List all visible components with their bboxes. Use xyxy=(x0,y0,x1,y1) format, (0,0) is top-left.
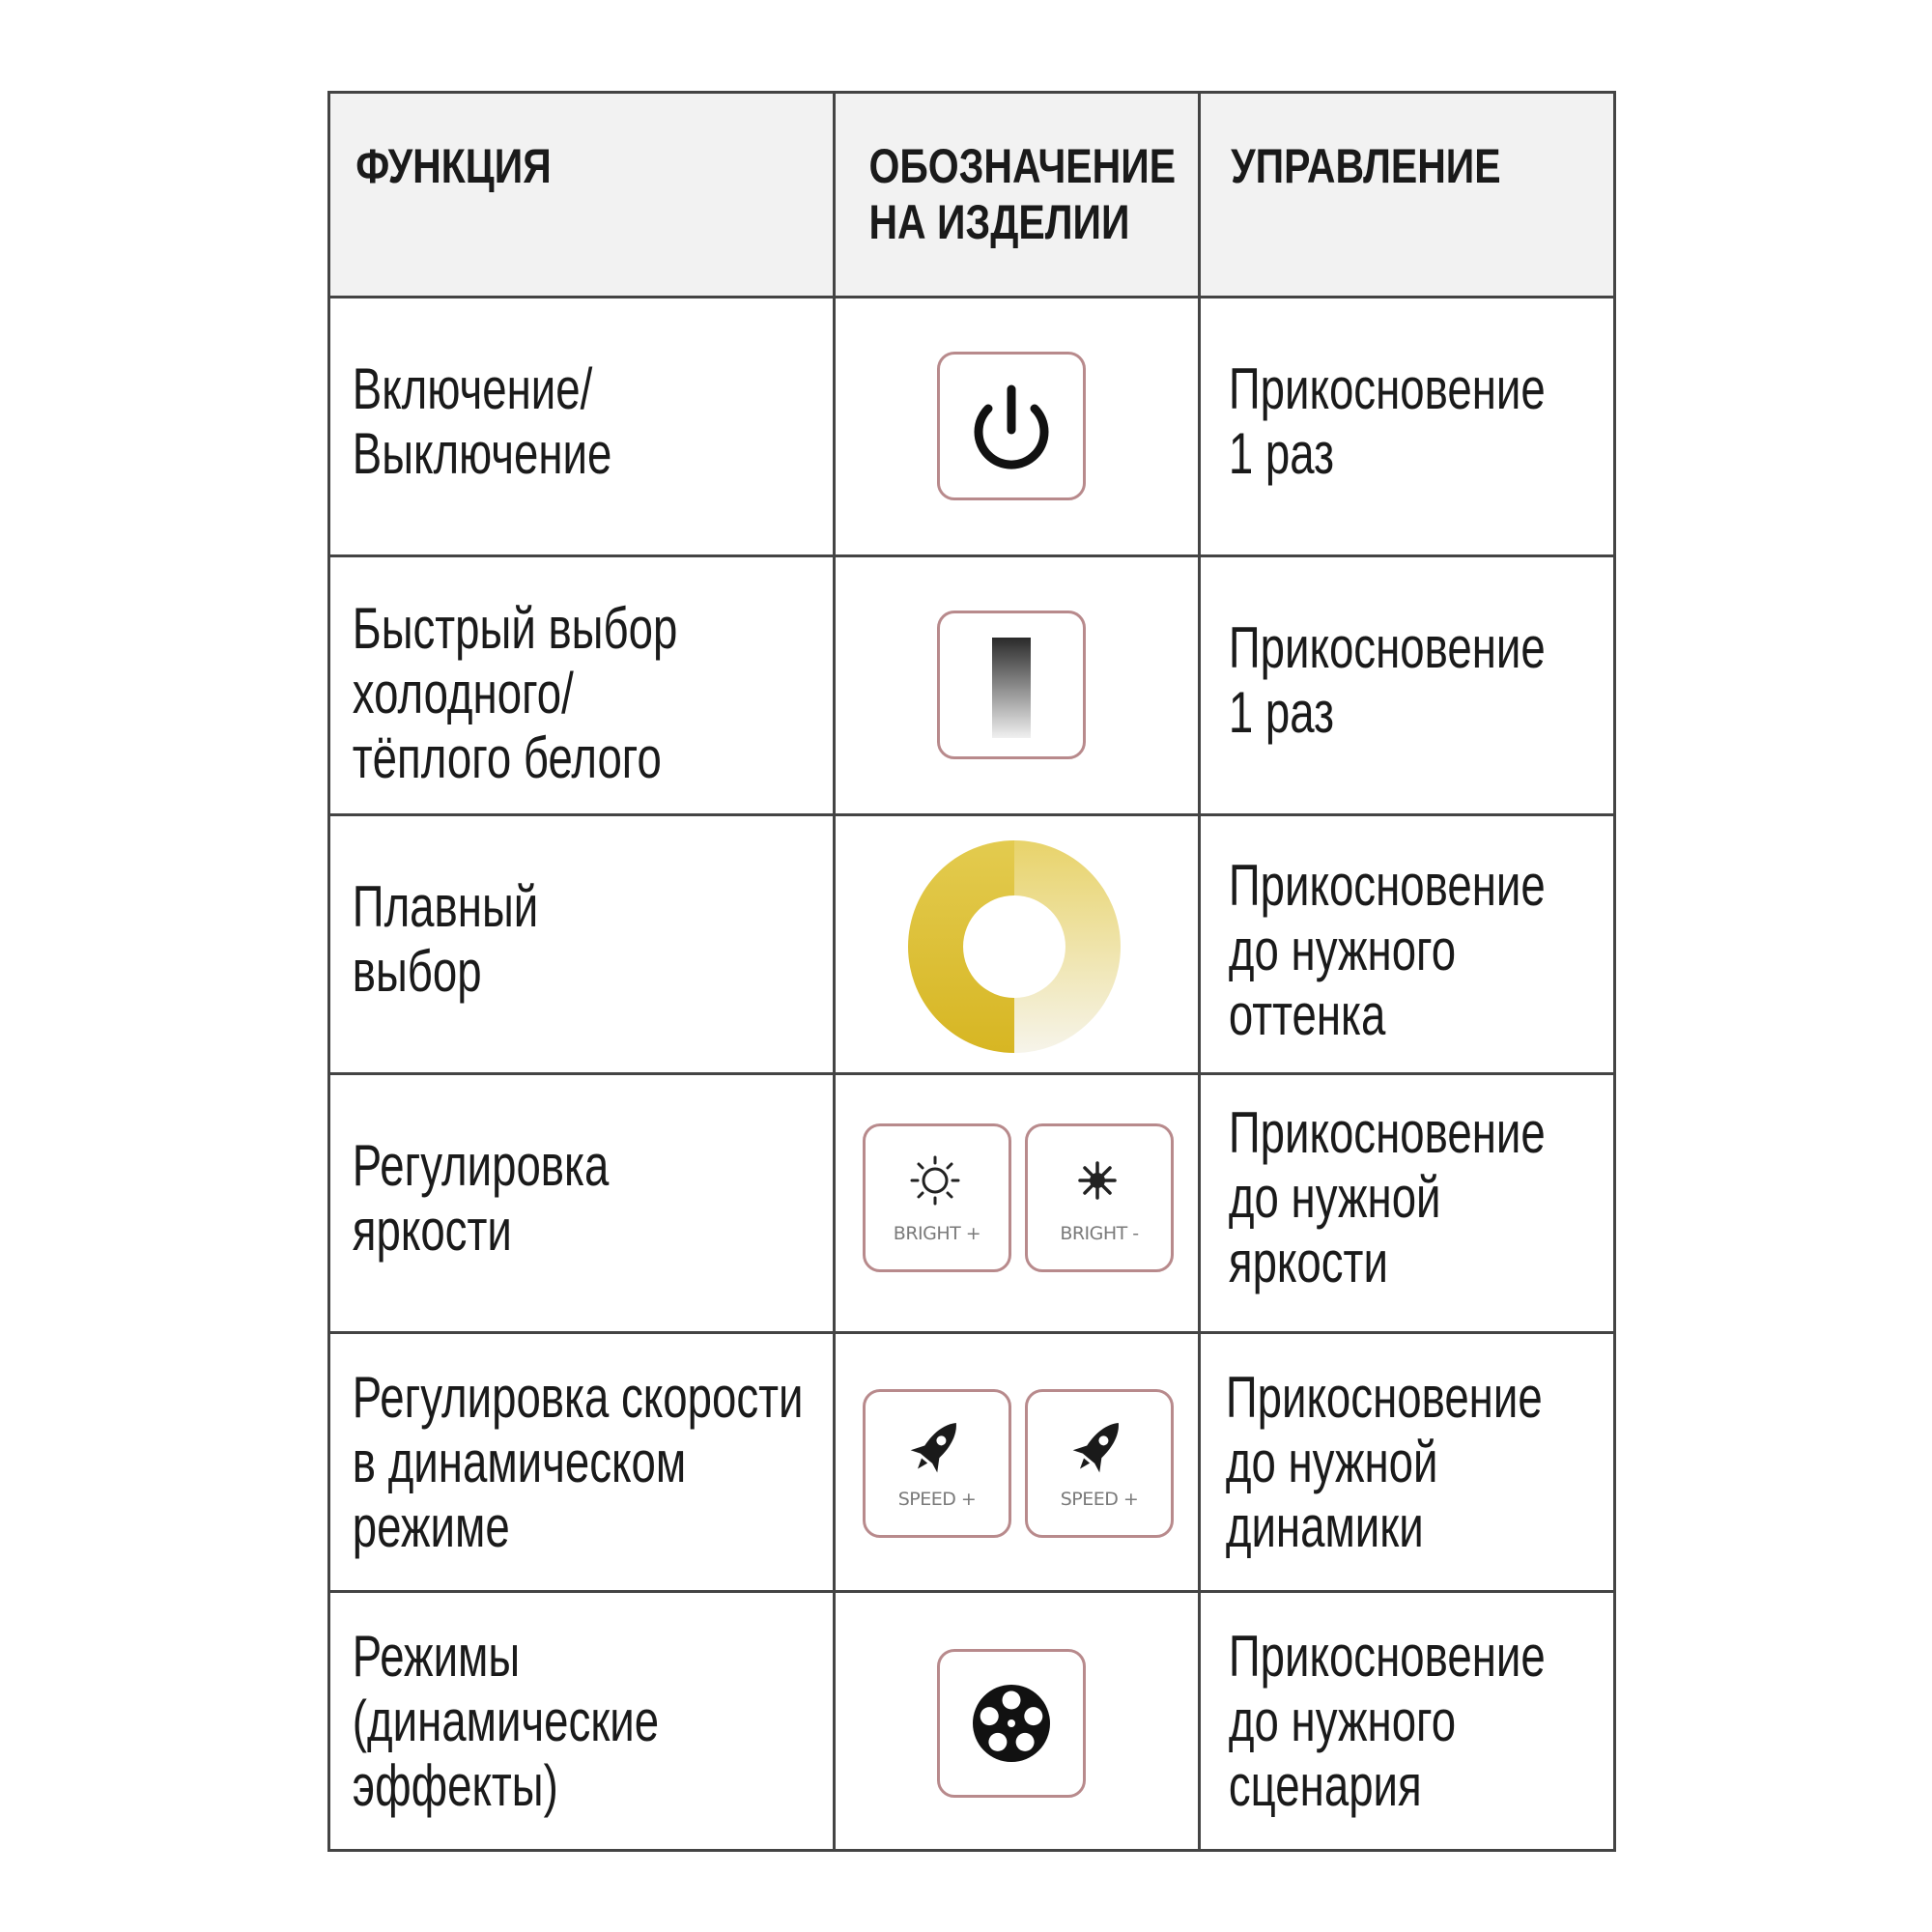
rocket-icon xyxy=(1028,1392,1171,1535)
table-row xyxy=(329,556,1615,815)
function-cell: Плавный выбор xyxy=(329,815,835,1074)
control-cell: Прикосновение до нужной динамики xyxy=(1200,1333,1615,1592)
speed-plus-button-2[interactable] xyxy=(1025,1389,1174,1538)
function-cell: Регулировка яркости xyxy=(329,1074,835,1333)
table-row xyxy=(329,1333,1615,1592)
marking-cell xyxy=(835,1074,1200,1333)
film-reel-icon xyxy=(940,1652,1083,1795)
power-icon xyxy=(940,355,1083,497)
marking-cell xyxy=(835,556,1200,815)
header-control: УПРАВЛЕНИЕ xyxy=(1200,93,1615,298)
marking-cell xyxy=(835,298,1200,556)
control-cell: Прикосновение 1 раз xyxy=(1200,556,1615,815)
power-button[interactable] xyxy=(937,352,1086,500)
control-cell: Прикосновение 1 раз xyxy=(1200,298,1615,556)
sun-outline-icon xyxy=(866,1126,1009,1269)
color-ring-icon[interactable] xyxy=(903,836,1125,1058)
table-row xyxy=(329,1592,1615,1851)
sun-filled-icon xyxy=(1028,1126,1171,1269)
table-row xyxy=(329,298,1615,556)
function-table xyxy=(327,91,1616,1852)
bright-minus-label: BRIGHT - xyxy=(1060,1223,1139,1244)
header-row xyxy=(329,93,1615,298)
function-cell: Режимы (динамические эффекты) xyxy=(329,1592,835,1851)
header-function: ФУНКЦИЯ xyxy=(329,93,835,298)
marking-cell xyxy=(835,815,1200,1074)
bright-plus-label: BRIGHT + xyxy=(893,1223,981,1244)
control-cell: Прикосновение до нужной яркости xyxy=(1200,1074,1615,1333)
table-row xyxy=(329,815,1615,1074)
table-row xyxy=(329,1074,1615,1333)
speed-plus-label-2: SPEED + xyxy=(1060,1489,1139,1510)
speed-plus-button[interactable] xyxy=(863,1389,1011,1538)
control-cell: Прикосновение до нужного оттенка xyxy=(1200,815,1615,1074)
function-cell: Включение/ Выключение xyxy=(329,298,835,556)
white-select-button[interactable] xyxy=(937,611,1086,759)
function-cell: Регулировка скорости в динамическом режиме xyxy=(329,1333,835,1592)
marking-cell xyxy=(835,1333,1200,1592)
bright-plus-button[interactable] xyxy=(863,1123,1011,1272)
function-cell: Быстрый выбор холодного/ тёплого белого xyxy=(329,556,835,815)
speed-plus-label: SPEED + xyxy=(897,1489,977,1510)
rocket-icon xyxy=(866,1392,1009,1535)
control-cell: Прикосновение до нужного сценария xyxy=(1200,1592,1615,1851)
modes-button[interactable] xyxy=(937,1649,1086,1798)
marking-cell xyxy=(835,1592,1200,1851)
bright-minus-button[interactable] xyxy=(1025,1123,1174,1272)
header-marking: ОБОЗНАЧЕНИЕ НА ИЗДЕЛИИ xyxy=(835,93,1200,298)
gradient-bar-icon xyxy=(940,613,1083,756)
